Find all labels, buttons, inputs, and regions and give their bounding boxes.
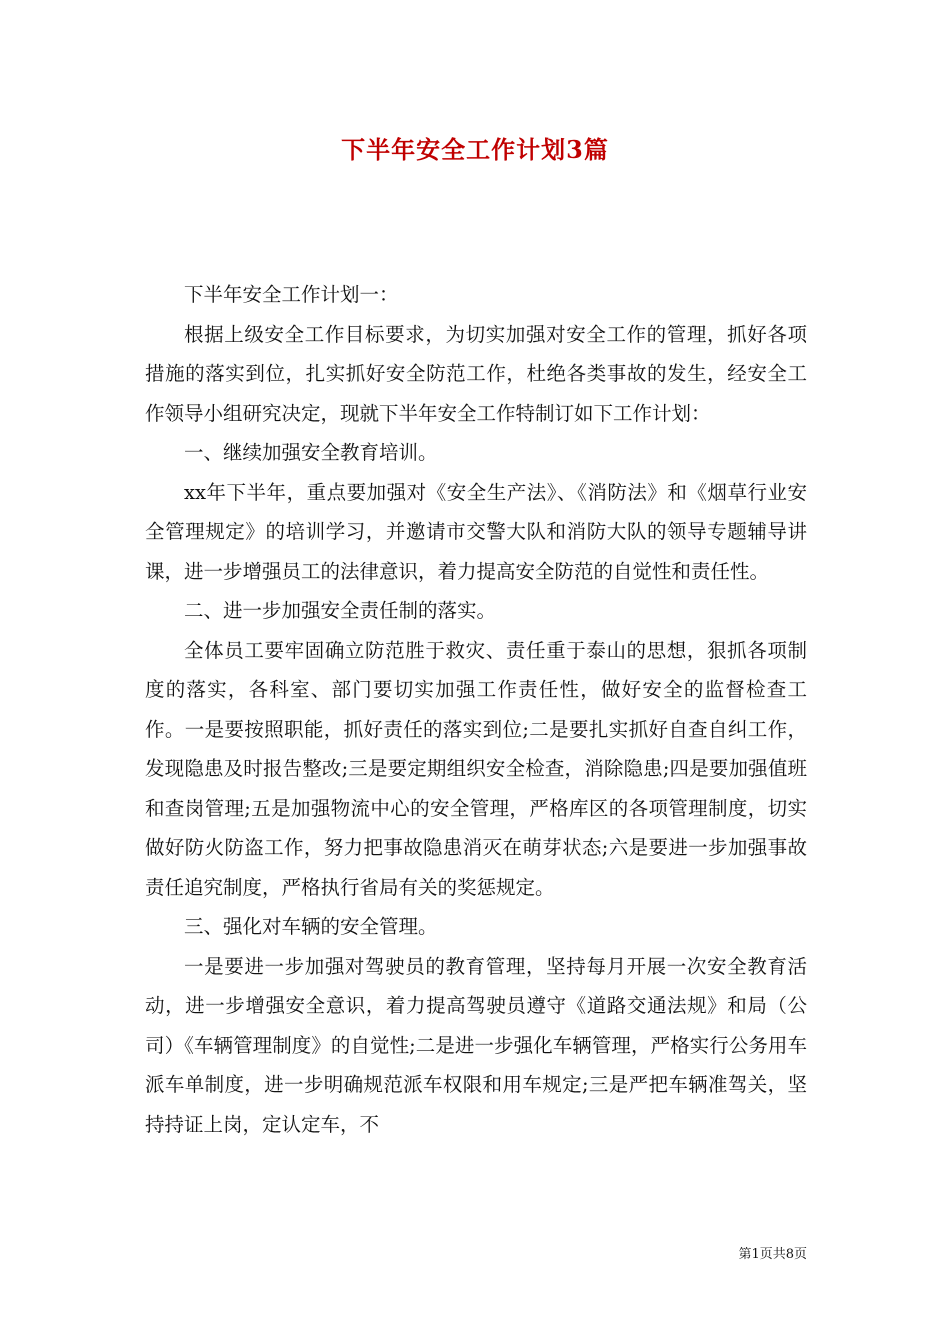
paragraph-intro: 根据上级安全工作目标要求，为切实加强对安全工作的管理，抓好各项措施的落实到位，扎实抓好安全防范工作，杜绝各类事故的发生，经安全工作领导小组研究决定，现就下半年安全工作特制订如下工作计划： (145, 322, 807, 425)
section-heading-2: 二、进一步加强安全责任制的落实。 (184, 599, 497, 622)
paragraph-section-3: 一是要进一步加强对驾驶员的教育管理，坚持每月开展一次安全教育活动，进一步增强安全意识，着力提高驾驶员遵守《道路交通法规》和局（公司）《车辆管理制度》的自觉性;二是进一步强化车辆管理，严格实行公务用车派车单制度，进一步明确规范派车权限和用车规定;三是严把车辆准驾关，坚持持证上岗，定认定车，不 (145, 954, 807, 1136)
document-body (145, 275, 807, 1144)
section-heading-1: 一、继续加强安全教育培训。 (184, 441, 438, 464)
paragraph-section-2: 全体员工要牢固确立防范胜于救灾、责任重于泰山的思想，狠抓各项制度的落实，各科室、部门要切实加强工作责任性，做好安全的监督检查工作。一是要按照职能，抓好责任的落实到位;二是要扎实抓好自查自纠工作，发现隐患及时报告整改;三是要定期组织安全检查，消除隐患;四是要加强值班和查岗管理;五是加强物流中心的安全管理，严格库区的各项管理制度，切实做好防火防盗工作，努力把事故隐患消灭在萌芽状态;六是要进一步加强事故责任追究制度，严格执行省局有关的奖惩规定。 (145, 638, 807, 899)
page-title: 下半年安全工作计划3篇 (341, 135, 609, 164)
paragraph-section-1: xx年下半年，重点要加强对《安全生产法》、《消防法》和《烟草行业安全管理规定》的培训学习，并邀请市交警大队和消防大队的领导专题辅导讲课，进一步增强员工的法律意识，着力提高安全防范的自觉性和责任性。 (145, 480, 807, 583)
paragraph-plan-heading: 下半年安全工作计划一： (184, 283, 399, 306)
section-heading-3: 三、强化对车辆的安全管理。 (184, 915, 438, 938)
page-number: 第1页共8页 (738, 1247, 807, 1262)
